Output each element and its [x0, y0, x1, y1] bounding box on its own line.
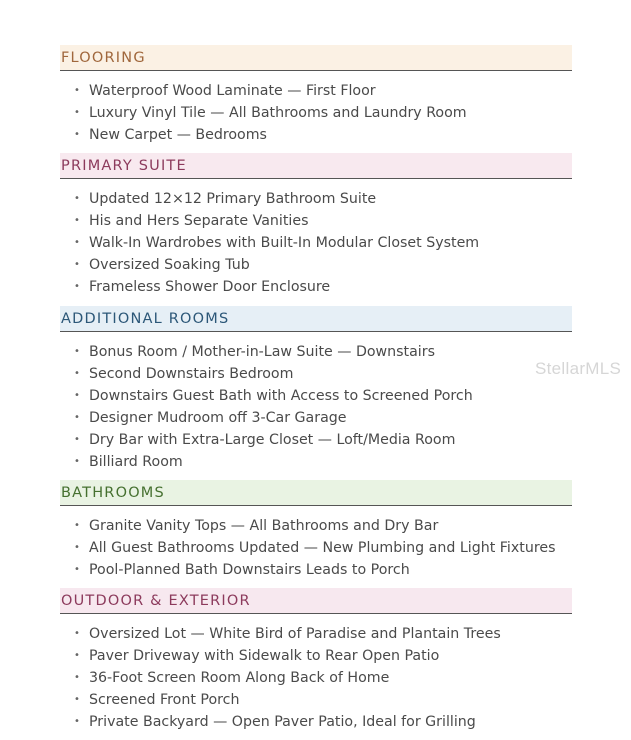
bullet-icon: •	[74, 672, 80, 683]
list-item	[60, 559, 572, 581]
list-item	[60, 363, 572, 385]
bullet-icon: •	[74, 628, 80, 639]
bullet-icon: •	[74, 281, 80, 292]
bullet-icon: •	[74, 434, 80, 445]
item-text: Walk-In Wardrobes with Built-In Modular Closet System	[89, 235, 480, 251]
list-item	[60, 188, 572, 210]
list-item	[60, 645, 572, 667]
list-item	[60, 451, 572, 473]
bullet-icon: •	[74, 542, 80, 553]
section-title: FLOORING	[61, 49, 146, 66]
list-item	[60, 124, 572, 146]
list-item	[60, 276, 572, 298]
section-header-primary-suite	[60, 153, 572, 179]
section-header-flooring	[60, 45, 572, 71]
bullet-icon: •	[74, 85, 80, 96]
item-text: Private Backyard — Open Paver Patio, Ideal for Grilling	[89, 714, 476, 730]
bullet-icon: •	[74, 215, 80, 226]
bullet-icon: •	[74, 368, 80, 379]
bullet-icon: •	[74, 716, 80, 727]
item-text: Oversized Lot — White Bird of Paradise and Plantain Trees	[89, 626, 501, 642]
section-title: OUTDOOR & EXTERIOR	[61, 592, 251, 609]
bullet-icon: •	[74, 129, 80, 140]
list-item	[60, 341, 572, 363]
list-item	[60, 254, 572, 276]
bullet-icon: •	[74, 237, 80, 248]
section-primary-suite	[60, 153, 572, 298]
item-text: Bonus Room / Mother-in-Law Suite — Downstairs	[89, 344, 435, 360]
list-item	[60, 667, 572, 689]
section-additional-rooms	[60, 306, 572, 473]
bullet-icon: •	[74, 650, 80, 661]
item-text: Waterproof Wood Laminate — First Floor	[89, 83, 376, 99]
item-text: Oversized Soaking Tub	[89, 257, 250, 273]
bullet-icon: •	[74, 412, 80, 423]
bullet-icon: •	[74, 390, 80, 401]
section-header-outdoor-exterior	[60, 588, 572, 614]
feature-list	[60, 623, 572, 733]
list-item	[60, 537, 572, 559]
item-text: His and Hers Separate Vanities	[89, 213, 309, 229]
item-text: Paver Driveway with Sidewalk to Rear Open Patio	[89, 648, 440, 664]
bullet-icon: •	[74, 564, 80, 575]
bullet-icon: •	[74, 107, 80, 118]
section-flooring	[60, 45, 572, 146]
item-text: All Guest Bathrooms Updated — New Plumbing and Light Fixtures	[89, 540, 556, 556]
feature-list	[60, 188, 572, 298]
feature-list	[60, 341, 572, 473]
bullet-icon: •	[74, 259, 80, 270]
list-item	[60, 623, 572, 645]
section-title: PRIMARY SUITE	[61, 157, 187, 174]
bullet-icon: •	[74, 520, 80, 531]
item-text: Updated 12×12 Primary Bathroom Suite	[89, 191, 377, 207]
item-text: Granite Vanity Tops — All Bathrooms and Dry Bar	[89, 518, 439, 534]
section-header-bathrooms	[60, 480, 572, 506]
item-text: Pool-Planned Bath Downstairs Leads to Porch	[89, 562, 410, 578]
item-text: Designer Mudroom off 3-Car Garage	[89, 410, 347, 426]
list-item	[60, 232, 572, 254]
section-title: BATHROOMS	[61, 484, 165, 501]
watermark: StellarMLS	[535, 359, 622, 378]
item-text: Luxury Vinyl Tile — All Bathrooms and Laundry Room	[89, 105, 467, 121]
list-item	[60, 407, 572, 429]
section-outdoor-exterior	[60, 588, 572, 733]
list-item	[60, 385, 572, 407]
item-text: Dry Bar with Extra-Large Closet — Loft/Media Room	[89, 432, 456, 448]
list-item	[60, 80, 572, 102]
list-item	[60, 210, 572, 232]
list-item	[60, 689, 572, 711]
feature-list	[60, 515, 572, 581]
item-text: Screened Front Porch	[89, 692, 240, 708]
feature-list	[60, 80, 572, 146]
list-item	[60, 515, 572, 537]
bullet-icon: •	[74, 456, 80, 467]
bullet-icon: •	[74, 346, 80, 357]
bullet-icon: •	[74, 694, 80, 705]
section-title: ADDITIONAL ROOMS	[61, 310, 230, 327]
item-text: Second Downstairs Bedroom	[89, 366, 294, 382]
section-bathrooms	[60, 480, 572, 581]
item-text: Downstairs Guest Bath with Access to Screened Porch	[89, 388, 473, 404]
list-item	[60, 429, 572, 451]
item-text: New Carpet — Bedrooms	[89, 127, 267, 143]
section-header-additional-rooms	[60, 306, 572, 332]
item-text: Billiard Room	[89, 454, 183, 470]
item-text: Frameless Shower Door Enclosure	[89, 279, 331, 295]
list-item	[60, 711, 572, 733]
bullet-icon: •	[74, 193, 80, 204]
item-text: 36-Foot Screen Room Along Back of Home	[89, 670, 390, 686]
list-item	[60, 102, 572, 124]
